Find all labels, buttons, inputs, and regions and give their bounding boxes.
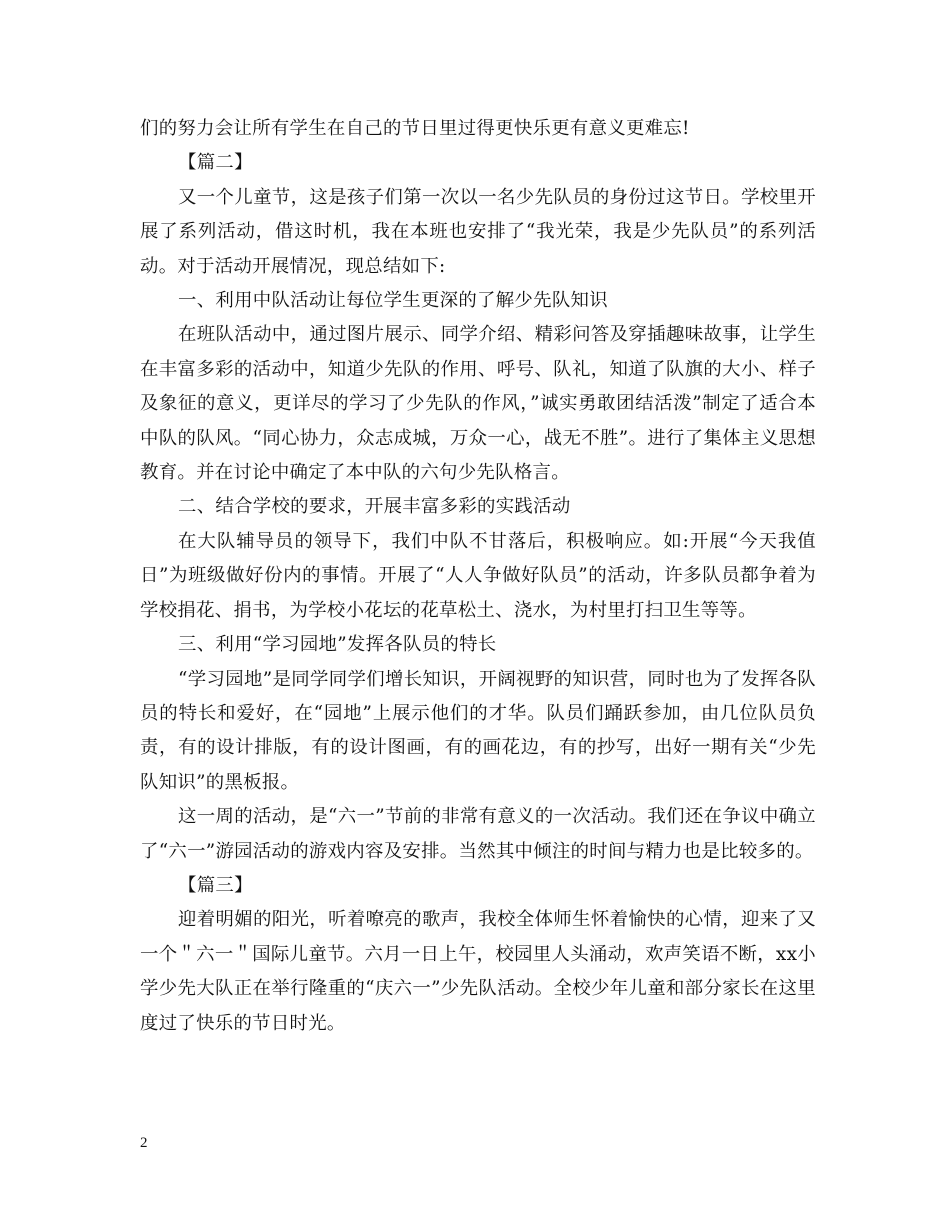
paragraph-three: “学习园地”是同学同学们增长知识，开阔视野的知识营，同时也为了发挥各队员的特长和爱好，在“园地”上展示他们的才华。队员们踊跃参加，由几位队员负责，有的设计排版，有的设计图画，有的画花边，有的抄写，出好一期有关“少先队知识”的黑板报。 (140, 668, 816, 793)
subheading-one: 一、利用中队活动让每位学生更深的了解少先队知识 (178, 290, 608, 312)
section-heading-part-two: 【篇二】 (178, 152, 253, 174)
document-body (140, 112, 816, 1041)
paragraph-part-three: 迎着明媚的阳光，听着嘹亮的歌声，我校全体师生怀着愉快的心情，迎来了又一个＂六一＂国际儿童节。六月一日上午，校园里人头涌动，欢声笑语不断，xx小学少先大队正在举行隆重的“庆六一”少先队活动。全校少年儿童和部分家长在这里度过了快乐的节日时光。 (140, 909, 816, 1034)
paragraph-one: 在班队活动中，通过图片展示、同学介绍、精彩问答及穿插趣味故事，让学生在丰富多彩的活动中，知道少先队的作用、呼号、队礼，知道了队旗的大小、样子及象征的意义，更详尽的学习了少先队的作风，”诚实勇敢团结活泼”制定了适合本中队的队风。“同心协力，众志成城，万众一心，战无不胜”。进行了集体主义思想教育。并在讨论中确定了本中队的六句少先队格言。 (140, 324, 816, 484)
section-heading-part-three: 【篇三】 (178, 874, 253, 896)
paragraph-summary: 这一周的活动，是“六一”节前的非常有意义的一次活动。我们还在争议中确立了“六一”游园活动的游戏内容及安排。当然其中倾注的时间与精力也是比较多的。 (140, 806, 816, 862)
subheading-two: 二、结合学校的要求，开展丰富多彩的实践活动 (178, 496, 571, 518)
paragraph-two: 在大队辅导员的领导下，我们中队不甘落后，积极响应。如:开展“今天我值日”为班级做好份内的事情。开展了“人人争做好队员”的活动，许多队员都争着为学校捐花、捐书，为学校小花坛的花草松土、浇水，为村里打扫卫生等等。 (140, 530, 816, 621)
subheading-three: 三、利用“学习园地”发挥各队员的特长 (178, 634, 497, 656)
paragraph-intro: 又一个儿童节，这是孩子们第一次以一名少先队员的身份过这节日。学校里开展了系列活动，借这时机，我在本班也安排了“我光荣，我是少先队员”的系列活动。对于活动开展情况，现总结如下: (140, 186, 816, 277)
page-number: 2 (140, 1135, 148, 1151)
paragraph-continuation: 们的努力会让所有学生在自己的节日里过得更快乐更有意义更难忘! (140, 118, 690, 139)
